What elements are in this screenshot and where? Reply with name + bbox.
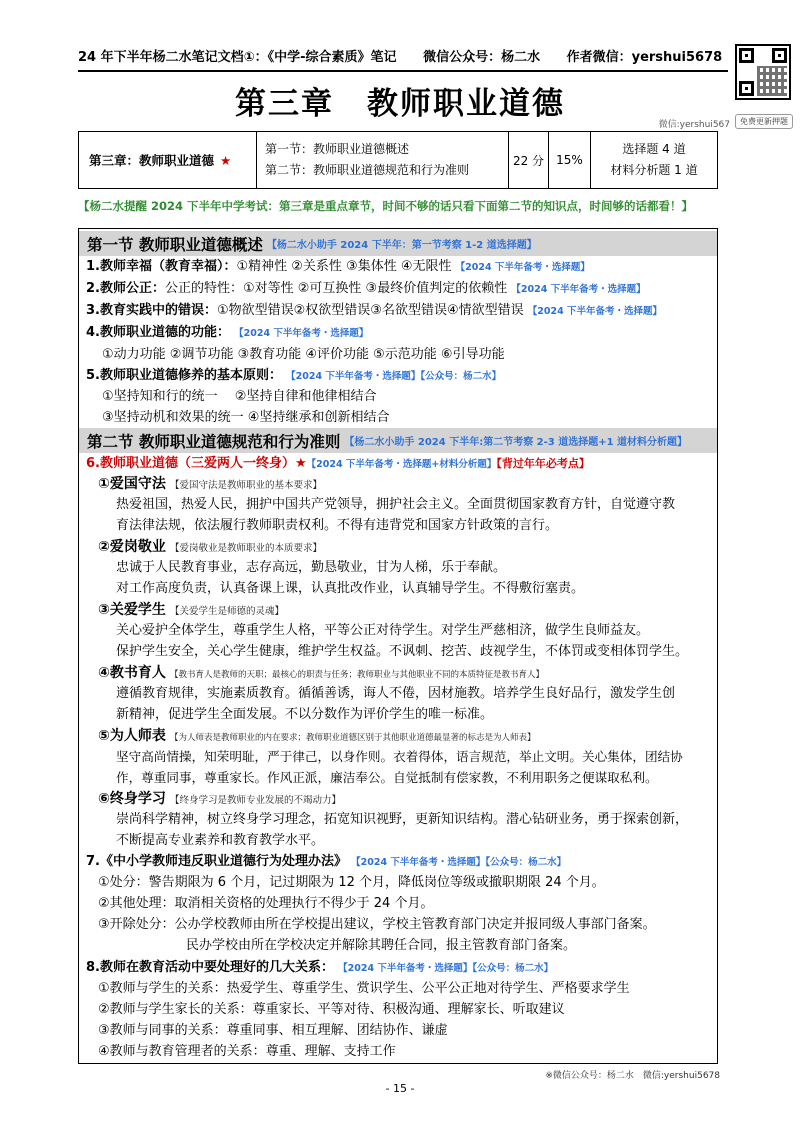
virtue-name: ④教书育人 <box>98 665 166 681</box>
section-1-banner <box>79 231 717 256</box>
virtue-5-line-1: 坚守高尚情操，知荣明耻，严于律己，以身作则。衣着得体，语言规范，举止文明。关心集体，团结协 <box>116 749 683 764</box>
s1-item-4 <box>86 323 716 344</box>
overview-question-2: 材料分析题 1 道 <box>610 163 698 177</box>
overview-questions <box>591 132 717 188</box>
overview-percent: 15% <box>549 132 591 188</box>
overview-section-1: 第一节：教师职业道德概述 <box>265 142 410 156</box>
page-number: - 15 - <box>385 1082 415 1095</box>
reminder: 【杨二水提醒 2024 下半年中学考试：第三章是重点章节，时间不够的话只看下面第二节的知识点，时间够的话都看！】 <box>78 199 694 213</box>
item-8-line-1: ①教师与学生的关系：热爱学生、尊重学生、赏识学生、公平公正地对待学生、严格要求学生 <box>98 981 630 996</box>
virtue-6-line-2: 不断提高专业素养和教育教学水平。 <box>116 833 325 848</box>
item-tag: 【2024 下半年备考・选择题+材料分析题】 <box>306 459 497 470</box>
overview-score: 22 分 <box>509 132 549 188</box>
virtue-2-head <box>98 537 728 559</box>
virtue-5-line-2: 作，尊重同事，尊重家长。作风正派，廉洁奉公。自觉抵制有偿家教，不利用职务之便谋取私利。 <box>116 770 658 785</box>
item-tag: 【2024 下半年备考・选择题】【公众号：杨二水】 <box>286 371 502 382</box>
virtue-2-line-1: 忠诚于人民教育事业，志存高远，勤恳敬业，甘为人梯，乐于奉献。 <box>116 560 507 575</box>
virtue-4-line-2: 新精神，促进学生全面发展。不以分数作为评价学生的唯一标准。 <box>116 707 494 722</box>
item-7-line-1: ①处分：警告期限为 6 个月，记过期限为 12 个月，降低岗位等级或撤职期限 24 个月。 <box>98 875 605 890</box>
item-tag: 【2024 下半年备考・选择题】【公众号：杨二水】 <box>338 963 554 974</box>
item-tag: 【2024 下半年备考・选择题】 <box>455 262 590 273</box>
footer-wechat: ※微信公众号：杨二水 微信:yershui5678 <box>545 1071 720 1081</box>
item-head: 3.教育实践中的错误： <box>86 303 217 318</box>
s1-item-5 <box>86 366 716 387</box>
qr-caption: 免费更新押题 <box>735 114 793 129</box>
s1-item-3 <box>86 301 716 322</box>
virtue-5-head <box>98 726 728 748</box>
virtue-note: 【终身学习是教师专业发展的不竭动力】 <box>170 795 342 806</box>
virtue-note: 【教书育人是教师的天职；最核心的职责与任务；教师职业与其他职业不同的本质特征是教书育人】 <box>170 670 545 680</box>
s1-item-2 <box>86 279 716 300</box>
item-tag: 【2024 下半年备考・选择题】 <box>234 328 369 339</box>
virtue-3-head <box>98 600 728 622</box>
item-body: 公正的特性：①对等性 ②可互换性 ③最终价值判定的依赖性 <box>164 281 508 296</box>
virtue-name: ⑥终身学习 <box>98 791 166 807</box>
star-icon: ★ <box>220 152 232 168</box>
item-head: 7.《中小学教师违反职业道德行为处理办法》 <box>86 854 347 869</box>
s1-principles-1: ①坚持知和行的统一 ②坚持自律和他律相结合 <box>102 389 377 404</box>
overview-sections <box>257 132 509 188</box>
virtue-note: 【为人师表是教师职业的内在要求；教师职业道德区别于其他职业道德最显著的标志是为人师表】 <box>170 733 536 743</box>
virtue-4-line-1: 遵循教育规律，实施素质教育。循循善诱，诲人不倦，因材施教。培养学生良好品行，激发学生创 <box>116 686 676 701</box>
must-tag: 【背过年年必考点】 <box>496 457 590 470</box>
s1-principles-2: ③坚持动机和效果的统一 ④坚持继承和创新相结合 <box>102 410 390 425</box>
section-2-title: 第二节 教师职业道德规范和行为准则 <box>87 432 341 451</box>
section-2-banner <box>79 428 717 453</box>
virtue-note: 【关爱学生是师德的灵魂】 <box>170 606 285 617</box>
s1-item-1 <box>86 257 716 278</box>
virtue-2-line-2: 对工作高度负责，认真备课上课，认真批改作业，认真辅导学生。不得敷衍塞责。 <box>116 581 585 596</box>
page-header <box>78 46 726 65</box>
item-body: ①精神性 ②关系性 ③集体性 ④无限性 <box>236 259 452 274</box>
item-tag: 【2024 下半年备考・选择题】 <box>511 284 646 295</box>
item-body: ①物欲型错误②权欲型错误③名欲型错误④情欲型错误 <box>216 303 524 318</box>
virtue-name: ③关爱学生 <box>98 602 166 618</box>
virtue-1-line-2: 育法律法规，依法履行教师职责权利。不得有违背党和国家方针政策的言行。 <box>116 518 559 533</box>
item-head: 6.教师职业道德（三爱两人一终身） <box>86 456 295 471</box>
overview-chapter-label: 第三章：教师职业道德 <box>89 153 215 168</box>
virtue-1-head <box>98 474 728 496</box>
overview-table <box>78 131 718 189</box>
virtue-name: ①爱国守法 <box>98 476 166 492</box>
overview-chapter <box>79 132 257 188</box>
section-1-note: 【杨二水小助手 2024 下半年：第一节考察 1-2 道选择题】 <box>266 240 537 251</box>
item-head: 1.教师幸福（教育幸福）： <box>86 259 237 274</box>
item-8-line-2: ②教师与学生家长的关系：尊重家长、平等对待、积极沟通、理解家长、听取建议 <box>98 1002 565 1017</box>
header-author: 作者微信：yershui5678 <box>566 50 723 65</box>
virtue-6-head <box>98 789 728 811</box>
s1-functions: ①动力功能 ②调节功能 ③教育功能 ④评价功能 ⑤示范功能 ⑥引导功能 <box>102 347 505 362</box>
header-doc-title: 24 年下半年杨二水笔记文档①：《中学-综合素质》笔记 <box>78 50 397 65</box>
virtue-note: 【爱国守法是教师职业的基本要求】 <box>170 480 323 491</box>
section-2-note: 【杨二水小助手 2024 下半年:第二节考察 2-3 道选择题+1 道材料分析题】 <box>344 437 688 448</box>
virtue-3-line-1: 关心爱护全体学生，尊重学生人格，平等公正对待学生。对学生严慈相济，做学生良师益友。 <box>116 623 650 638</box>
wechat-small: 微信:yershui567 <box>658 120 730 130</box>
header-account: 微信公众号：杨二水 <box>423 50 541 65</box>
item-8-line-4: ④教师与教育管理者的关系：尊重、理解、支持工作 <box>98 1044 396 1059</box>
virtue-1-line-1: 热爱祖国，热爱人民，拥护中国共产党领导，拥护社会主义。全面贯彻国家教育方针，自觉遵守教 <box>116 497 676 512</box>
virtue-6-line-1: 崇尚科学精神，树立终身学习理念，拓宽知识视野，更新知识结构。潜心钻研业务，勇于探索创新， <box>116 812 689 827</box>
s2-item-6 <box>86 454 716 475</box>
overview-question-1: 选择题 4 道 <box>622 142 686 156</box>
overview-section-2: 第二节：教师职业道德规范和行为准则 <box>265 163 470 177</box>
item-8-line-3: ③教师与同事的关系：尊重同事、相互理解、团结协作、谦虚 <box>98 1023 448 1038</box>
item-tag: 【2024 下半年备考・选择题】 <box>527 306 662 317</box>
item-7-line-3: ③开除处分：公办学校教师由所在学校提出建议，学校主管教育部门决定并报同级人事部门备案。 <box>98 917 656 932</box>
item-head: 5.教师职业道德修养的基本原则： <box>86 368 282 383</box>
s2-item-8 <box>86 958 716 979</box>
virtue-note: 【爱岗敬业是教师职业的本质要求】 <box>170 543 323 554</box>
s2-item-7 <box>86 852 716 873</box>
virtue-name: ⑤为人师表 <box>98 728 166 744</box>
item-tag: 【2024 下半年备考・选择题】【公众号：杨二水】 <box>351 857 567 868</box>
section-1-title: 第一节 教师职业道德概述 <box>87 235 263 254</box>
item-head: 2.教师公正： <box>86 281 165 296</box>
virtue-3-line-2: 保护学生安全，关心学生健康，维护学生权益。不讽刺、挖苦、歧视学生，不体罚或变相体罚学生。 <box>116 644 689 659</box>
header-rule <box>78 70 728 72</box>
star-icon: ★ <box>294 456 307 471</box>
chapter-title: 第三章 教师职业道德 <box>235 86 565 122</box>
item-7-line-4: 民办学校由所在学校决定并解除其聘任合同，报主管教育部门备案。 <box>186 938 577 953</box>
item-7-line-2: ②其他处理：取消相关资格的处理执行不得少于 24 个月。 <box>98 896 434 911</box>
virtue-4-head <box>98 663 728 685</box>
virtue-name: ②爱岗敬业 <box>98 539 166 555</box>
item-head: 4.教师职业道德的功能： <box>86 325 230 340</box>
item-head: 8.教师在教育活动中要处理好的几大关系： <box>86 960 334 975</box>
